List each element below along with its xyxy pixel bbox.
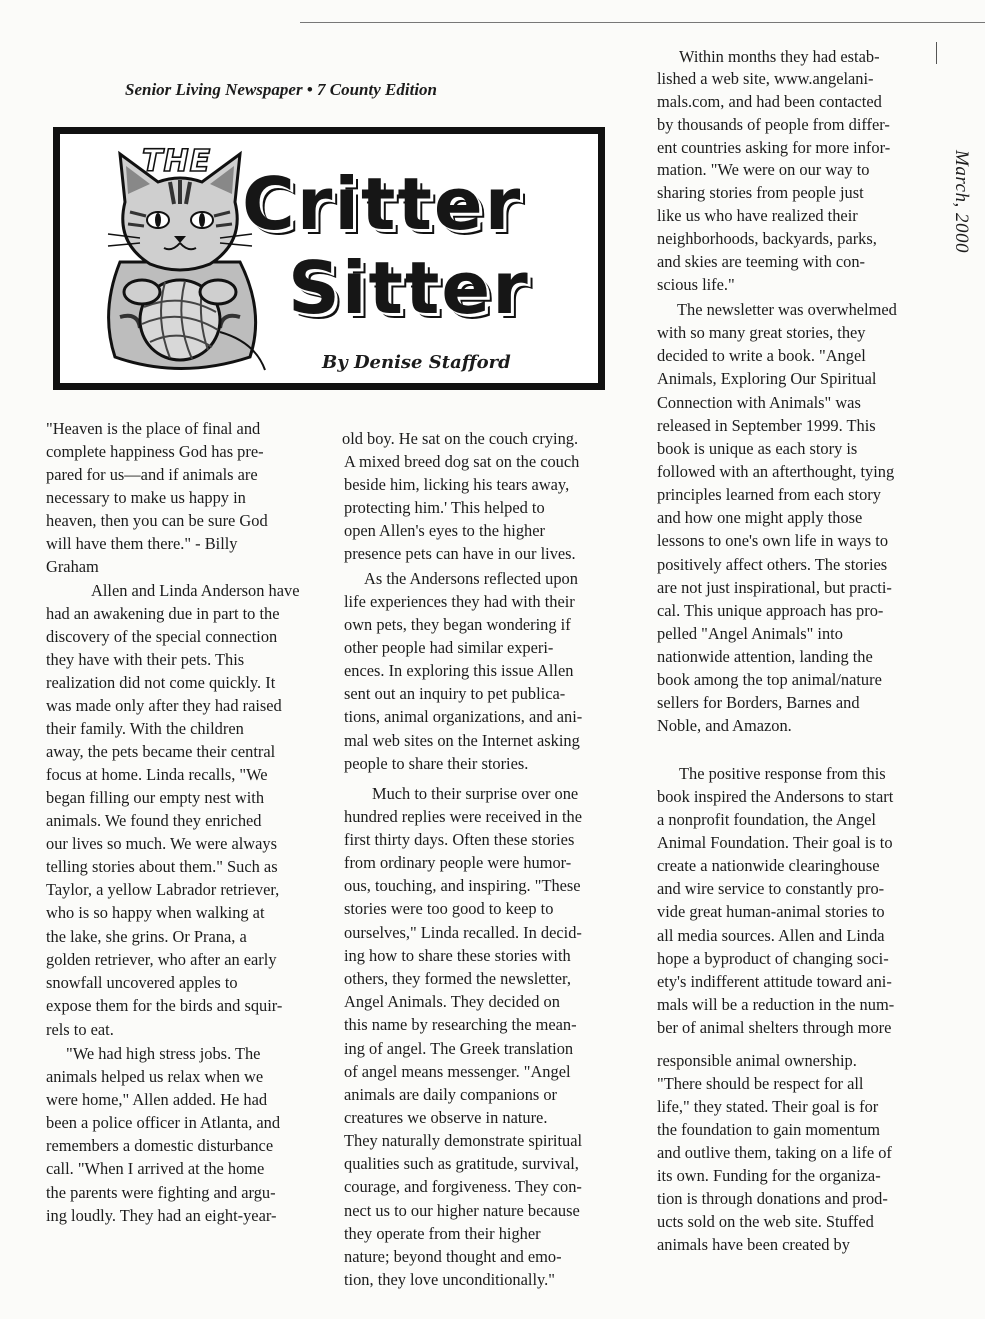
critter-sitter-banner: [53, 127, 605, 390]
title-sitter: Sitter: [288, 246, 530, 330]
col3-text-line: Within months they had estab-: [679, 47, 880, 66]
col1-text-line: will have them there." - Billy: [46, 534, 238, 553]
col1-text-line: Graham: [46, 557, 99, 576]
col2-text-line: this name by researching the mean-: [344, 1015, 577, 1034]
col3-text-line: animals have been created by: [657, 1235, 850, 1254]
margin-tick: [936, 42, 937, 64]
col2-text-line: they operate from their higher: [344, 1224, 541, 1243]
col3-text-line: positively affect others. The stories: [657, 555, 888, 574]
col2-text-line: ous, touching, and inspiring. "These: [344, 876, 581, 895]
col3-text-line: and outlive them, taking on a life of: [657, 1143, 892, 1162]
col2-text-line: old boy. He sat on the couch crying.: [342, 429, 579, 448]
col3-text-line: ety's indifferent attitude toward ani-: [657, 972, 892, 991]
col3-text-line: Connection with Animals" was: [657, 393, 861, 412]
col1-text-line: animals. We found they enriched: [46, 811, 262, 830]
col3-text-line: and wire service to constantly pro-: [657, 879, 885, 898]
col3-text-line: tion is through donations and prod-: [657, 1189, 888, 1208]
col3-text-line: and skies are teeming with con-: [657, 252, 866, 271]
col1-text-line: the parents were fighting and argu-: [46, 1183, 276, 1202]
col1-text-line: our lives so much. We were always: [46, 834, 277, 853]
col2-text-line: Angel Animals. They decided on: [344, 992, 560, 1011]
col3-text-line: nationwide attention, landing the: [657, 647, 873, 666]
col1-text-line: expose them for the birds and squir-: [46, 996, 283, 1015]
col3-text-line: followed with an afterthought, tying: [657, 462, 895, 481]
col3-text-line: all media sources. Allen and Linda: [657, 926, 885, 945]
col1-text-line: "We had high stress jobs. The: [66, 1044, 261, 1063]
col1-text-line: focus at home. Linda recalls, "We: [46, 765, 268, 784]
col1-text-line: Taylor, a yellow Labrador retriever,: [46, 880, 280, 899]
col2-text-line: creatures we observe in nature.: [344, 1108, 548, 1127]
col1-text-line: necessary to make us happy in: [46, 488, 246, 507]
col3-text-line: "There should be respect for all: [657, 1074, 864, 1093]
col2-text-line: ourselves," Linda recalled. In decid-: [344, 923, 582, 942]
publication-header: Senior Living Newspaper • 7 County Edition: [125, 80, 437, 99]
col2-text-line: other people had similar experi-: [344, 638, 554, 657]
col1-text-line: began filling our empty nest with: [46, 788, 265, 807]
col3-text-line: decided to write a book. "Angel: [657, 346, 866, 365]
col1-text-line: they have with their pets. This: [46, 650, 245, 669]
col1-text-line: remembers a domestic disturbance: [46, 1136, 274, 1155]
col1-text-line: was made only after they had raised: [46, 696, 282, 715]
col3-text-line: sharing stories from people just: [657, 183, 864, 202]
col1-text-line: heaven, then you can be sure God: [46, 511, 268, 530]
col2-text-line: stories were too good to keep to: [344, 899, 554, 918]
col2-text-line: nature; beyond thought and emo-: [344, 1247, 562, 1266]
col3-text-line: book is unique as each story is: [657, 439, 858, 458]
col3-text-line: ucts sold on the web site. Stuffed: [657, 1212, 874, 1231]
col3-text-line: life," they stated. Their goal is for: [657, 1097, 879, 1116]
col3-text-line: a nonprofit foundation, the Angel: [657, 810, 876, 829]
col1-text-line: had an awakening due in part to the: [46, 604, 280, 623]
col3-text-line: Animals, Exploring Our Spiritual: [657, 369, 877, 388]
col3-text-line: by thousands of people from differ-: [657, 115, 890, 134]
col3-text-line: The newsletter was overwhelmed: [677, 300, 897, 319]
col1-text-line: "Heaven is the place of final and: [46, 419, 261, 438]
col3-text-line: and how one might apply those: [657, 508, 863, 527]
col3-text-line: pelled "Angel Animals" into: [657, 624, 843, 643]
col2-text-line: own pets, they began wondering if: [344, 615, 571, 634]
col3-text-line: mals.com, and had been contacted: [657, 92, 882, 111]
col3-text-line: ent countries asking for more infor-: [657, 138, 891, 157]
col3-text-line: with so many great stories, they: [657, 323, 866, 342]
col1-text-line: were home," Allen added. He had: [46, 1090, 268, 1109]
col2-text-line: As the Andersons reflected upon: [364, 569, 578, 588]
col1-text-line: Allen and Linda Anderson have: [91, 581, 300, 600]
col2-text-line: beside him, licking his tears away,: [344, 475, 570, 494]
col1-text-line: telling stories about them." Such as: [46, 857, 278, 876]
col3-text-line: responsible animal ownership.: [657, 1051, 857, 1070]
col3-text-line: book inspired the Andersons to start: [657, 787, 894, 806]
col2-text-line: A mixed breed dog sat on the couch: [344, 452, 580, 471]
col1-text-line: golden retriever, who after an early: [46, 950, 277, 969]
col1-text-line: call. "When I arrived at the home: [46, 1159, 265, 1178]
title-the: THE: [142, 144, 212, 179]
col1-text-line: who is so happy when walking at: [46, 903, 265, 922]
col2-text-line: protecting him.' This helped to: [344, 498, 545, 517]
col2-text-line: nect us to our higher nature because: [344, 1201, 580, 1220]
col3-text-line: cal. This unique approach has pro-: [657, 601, 884, 620]
col3-text-line: are not just inspirational, but practi-: [657, 578, 892, 597]
col1-text-line: ing loudly. They had an eight-year-: [46, 1206, 277, 1225]
col1-text-line: the lake, she grins. Or Prana, a: [46, 927, 247, 946]
col3-text-line: lessons to one's own life in ways to: [657, 531, 889, 550]
col3-text-line: vide great human-animal stories to: [657, 902, 885, 921]
col2-text-line: people to share their stories.: [344, 754, 529, 773]
col3-text-line: book among the top animal/nature: [657, 670, 882, 689]
col1-text-line: rels to eat.: [46, 1020, 114, 1039]
col3-text-line: principles learned from each story: [657, 485, 881, 504]
col2-text-line: open Allen's eyes to the higher: [344, 521, 545, 540]
col2-text-line: qualities such as gratitude, survival,: [344, 1154, 579, 1173]
col2-text-line: ing of angel. The Greek translation: [344, 1039, 574, 1058]
col2-text-line: mal web sites on the Internet asking: [344, 731, 580, 750]
col2-text-line: tion, they love unconditionally.": [344, 1270, 555, 1289]
col3-text-line: The positive response from this: [679, 764, 886, 783]
col3-text-line: hope a byproduct of changing soci-: [657, 949, 889, 968]
col2-text-line: They naturally demonstrate spiritual: [344, 1131, 583, 1150]
col3-text-line: Animal Foundation. Their goal is to: [657, 833, 893, 852]
col1-text-line: realization did not come quickly. It: [46, 673, 276, 692]
col1-text-line: their family. With the children: [46, 719, 244, 738]
col2-text-line: first thirty days. Often these stories: [344, 830, 575, 849]
col3-text-line: the foundation to gain momentum: [657, 1120, 881, 1139]
col3-text-line: mation. "We were on our way to: [657, 160, 870, 179]
col3-text-line: lished a web site, www.angelani-: [657, 69, 874, 88]
col2-text-line: ing how to share these stories with: [344, 946, 571, 965]
col2-text-line: tions, animal organizations, and ani-: [344, 707, 583, 726]
col3-text-line: neighborhoods, backyards, parks,: [657, 229, 877, 248]
col2-text-line: animals are daily companions or: [344, 1085, 558, 1104]
col1-text-line: away, the pets became their central: [46, 742, 276, 761]
col1-text-line: animals helped us relax when we: [46, 1067, 264, 1086]
title-critter: Critter: [242, 162, 523, 246]
col2-text-line: sent out an inquiry to pet publica-: [344, 684, 566, 703]
col2-text-line: presence pets can have in our lives.: [344, 544, 576, 563]
col3-text-line: scious life.": [657, 275, 735, 294]
top-rule: [300, 22, 985, 23]
col2-text-line: hundred replies were received in the: [344, 807, 583, 826]
col1-text-line: complete happiness God has pre-: [46, 442, 264, 461]
col3-text-line: its own. Funding for the organiza-: [657, 1166, 881, 1185]
col3-text-line: ber of animal shelters through more: [657, 1018, 892, 1037]
col3-text-line: create a nationwide clearinghouse: [657, 856, 880, 875]
col2-text-line: others, they formed the newsletter,: [344, 969, 571, 988]
col2-text-line: from ordinary people were humor-: [344, 853, 572, 872]
col1-text-line: discovery of the special connection: [46, 627, 278, 646]
col3-text-line: like us who have realized their: [657, 206, 858, 225]
col1-text-line: been a police officer in Atlanta, and: [46, 1113, 281, 1132]
col2-text-line: life experiences they had with their: [344, 592, 575, 611]
col2-text-line: ences. In exploring this issue Allen: [344, 661, 574, 680]
col1-text-line: snowfall uncovered apples to: [46, 973, 238, 992]
col3-text-line: Noble, and Amazon.: [657, 716, 792, 735]
col2-text-line: Much to their surprise over one: [372, 784, 579, 803]
col3-text-line: released in September 1999. This: [657, 416, 876, 435]
col3-text-line: sellers for Borders, Barnes and: [657, 693, 860, 712]
author-byline: By Denise Stafford: [322, 352, 511, 373]
col1-text-line: pared for us—and if animals are: [46, 465, 258, 484]
side-date: March, 2000: [951, 150, 972, 253]
col3-text-line: mals will be a reduction in the num-: [657, 995, 895, 1014]
col2-text-line: courage, and forgiveness. They con-: [344, 1177, 582, 1196]
col2-text-line: of angel means messenger. "Angel: [344, 1062, 571, 1081]
